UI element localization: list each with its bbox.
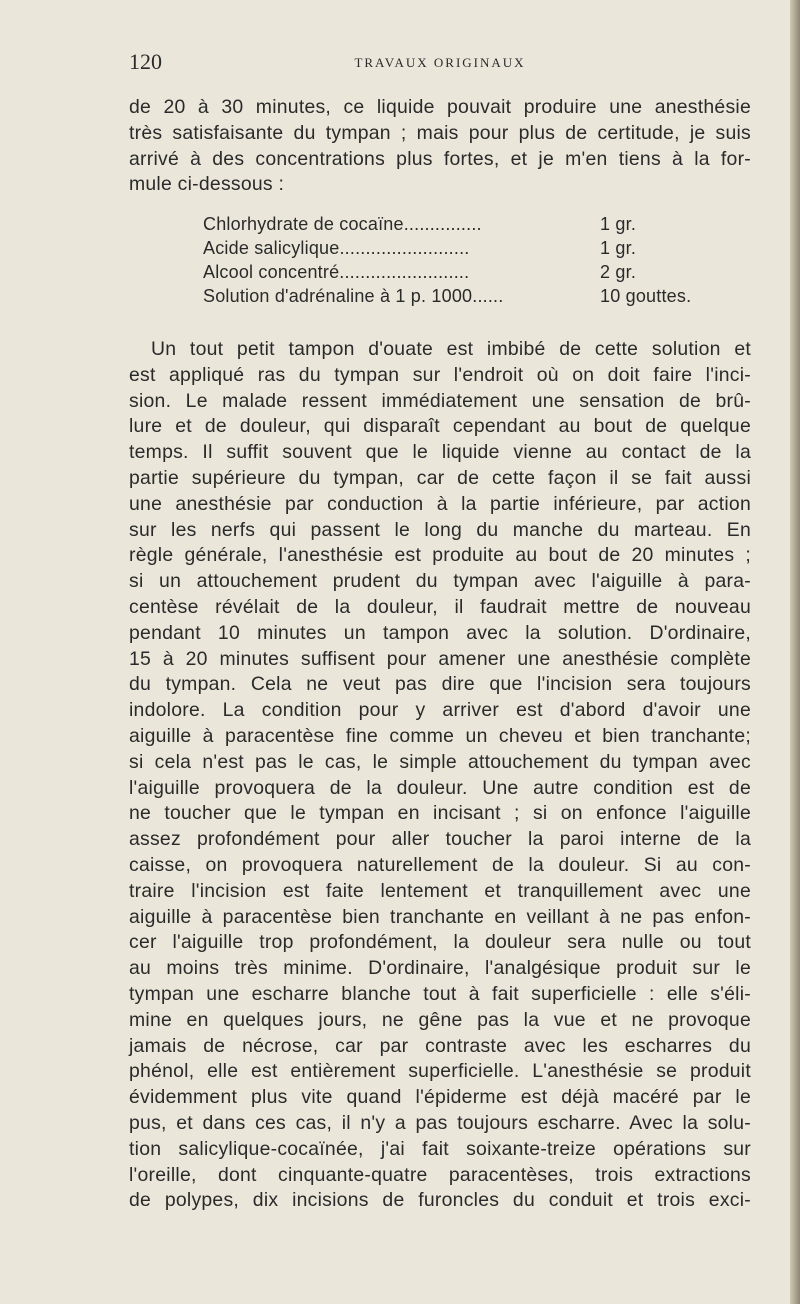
text-line: si cela n'est pas le cas, le simple attouchement du tympan avec bbox=[129, 750, 751, 773]
formula-list bbox=[203, 212, 703, 308]
text-line: phénol, elle est entièrement superficielle. L'anesthésie se produit bbox=[129, 1060, 751, 1083]
text-line: pus, et dans ces cas, il n'y a pas toujours escharre. Avec la solu- bbox=[129, 1111, 751, 1134]
text-line: 15 à 20 minutes suffisent pour amener une anesthésie complète bbox=[129, 647, 751, 670]
text-line: caisse, on provoquera naturellement de la douleur. Si au con- bbox=[129, 853, 751, 876]
text-line: assez profondément pour aller toucher la paroi interne de la bbox=[129, 828, 751, 851]
text-line: aiguille à paracentèse fine comme un cheveu et bien tranchante; bbox=[129, 724, 751, 747]
text-line: de polypes, dix incisions de furoncles du conduit et trois exci- bbox=[129, 1189, 751, 1212]
running-head: TRAVAUX ORIGINAUX bbox=[354, 55, 526, 70]
text-line: l'aiguille provoquera de la douleur. Une autre condition est de bbox=[129, 776, 751, 799]
text-line: très satisfaisante du tympan ; mais pour plus de certitude, je suis bbox=[129, 121, 751, 144]
text-line: une anesthésie par conduction à la partie inférieure, par action bbox=[129, 492, 751, 515]
text-line: au moins très minime. D'ordinaire, l'analgésique produit sur le bbox=[129, 957, 751, 980]
formula-row bbox=[203, 236, 703, 260]
text-line: temps. Il suffit souvent que le liquide vienne au contact de la bbox=[129, 441, 751, 464]
formula-row bbox=[203, 212, 703, 236]
text-line: si un attouchement prudent du tympan avec l'aiguille à para- bbox=[129, 570, 751, 593]
ingredient-quantity: 10 gouttes. bbox=[600, 286, 692, 306]
text-line: aiguille à paracentèse bien tranchante en veillant à ne pas enfon- bbox=[129, 905, 751, 928]
text-line: mine en quelques jours, ne gêne pas la vue et ne provoque bbox=[129, 1008, 751, 1031]
text-line: règle générale, l'anesthésie est produite au bout de 20 minutes ; bbox=[129, 544, 751, 567]
formula-row bbox=[203, 260, 703, 284]
paragraph-intro bbox=[129, 95, 751, 198]
ingredient-name: Alcool concentré......................... bbox=[203, 262, 470, 282]
text-line: mule ci-dessous : bbox=[129, 173, 285, 196]
ingredient-quantity: 1 gr. bbox=[600, 238, 637, 258]
text-line: arrivé à des concentrations plus fortes, et je m'en tiens à la for- bbox=[129, 147, 751, 170]
text-line: l'oreille, dont cinquante-quatre paracentèses, trois extractions bbox=[129, 1163, 751, 1186]
text-line: tympan une escharre blanche tout à fait superficielle : elle s'éli- bbox=[129, 982, 751, 1005]
ingredient-name: Solution d'adrénaline à 1 p. 1000...... bbox=[203, 286, 504, 306]
text-line: pendant 10 minutes un tampon avec la solution. D'ordinaire, bbox=[129, 621, 751, 644]
page-edge-shadow bbox=[790, 0, 800, 1304]
ingredient-quantity: 1 gr. bbox=[600, 214, 637, 234]
text-line: traire l'incision est faite lentement et tranquillement avec une bbox=[129, 879, 751, 902]
text-line: centèse révélait de la douleur, il faudrait mettre de nouveau bbox=[129, 595, 751, 618]
page-number: 120 bbox=[129, 49, 162, 74]
text-line: est appliqué ras du tympan sur l'endroit où on doit faire l'inci- bbox=[129, 363, 751, 386]
ingredient-name: Acide salicylique......................... bbox=[203, 238, 470, 258]
ingredient-name: Chlorhydrate de cocaïne............... bbox=[203, 214, 482, 234]
text-line: du tympan. Cela ne veut pas dire que l'incision sera toujours bbox=[129, 673, 751, 696]
text-line: de 20 à 30 minutes, ce liquide pouvait produire une anesthésie bbox=[129, 96, 751, 118]
text-line: jamais de nécrose, car par contraste avec les escharres du bbox=[129, 1034, 751, 1057]
text-line: sion. Le malade ressent immédiatement une sensation de brû- bbox=[129, 389, 751, 412]
text-line: sur les nerfs qui passent le long du manche du marteau. En bbox=[129, 518, 751, 541]
page-header bbox=[129, 48, 751, 78]
paragraph-procedure bbox=[129, 337, 751, 1214]
text-line: ne toucher que le tympan en incisant ; si on enfonce l'aiguille bbox=[129, 802, 751, 825]
text-line: cer l'aiguille trop profondément, la douleur sera nulle ou tout bbox=[129, 931, 751, 954]
text-line: lure et de douleur, qui disparaît cependant au bout de quelque bbox=[129, 415, 751, 438]
text-line: évidemment plus vite quand l'épiderme est déjà macéré par le bbox=[129, 1086, 751, 1109]
ingredient-quantity: 2 gr. bbox=[600, 262, 637, 282]
text-line: partie supérieure du tympan, car de cette façon il se fait aussi bbox=[129, 466, 751, 489]
text-line: Un tout petit tampon d'ouate est imbibé de cette solution et bbox=[151, 338, 751, 360]
text-line: tion salicylique-cocaïnée, j'ai fait soixante-treize opérations sur bbox=[129, 1137, 751, 1160]
text-line: indolore. La condition pour y arriver est d'abord d'avoir une bbox=[129, 699, 751, 722]
formula-row bbox=[203, 284, 703, 308]
